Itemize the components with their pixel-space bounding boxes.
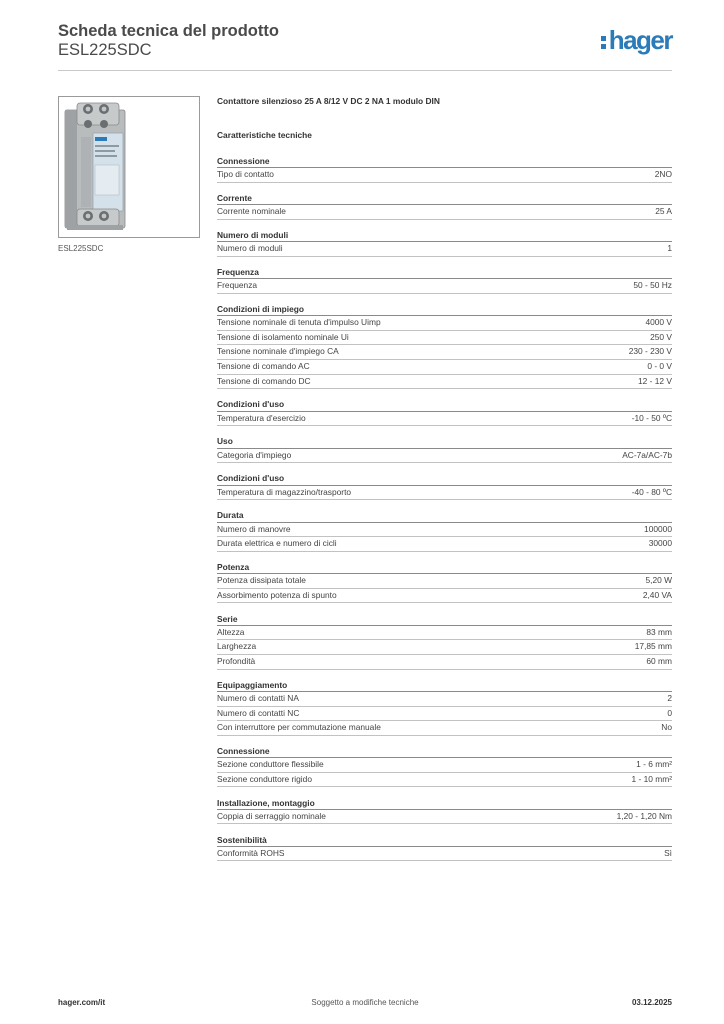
image-caption: ESL225SDC	[58, 244, 104, 253]
spec-label: Categoria d'impiego	[217, 449, 292, 460]
spec-value: 2NO	[654, 169, 672, 180]
footer-date: 03.12.2025	[631, 998, 672, 1007]
contactor-device-icon	[59, 97, 199, 237]
spec-value: -10 - 50 ºC	[631, 412, 672, 423]
spec-row	[217, 574, 672, 589]
spec-label: Numero di contatti NA	[217, 693, 299, 703]
spec-label: Numero di manovre	[217, 523, 291, 534]
spec-row	[217, 692, 672, 707]
spec-label: Tipo di contatto	[217, 169, 274, 180]
group-title: Condizioni di impiego	[217, 304, 304, 314]
spec-row	[217, 758, 672, 773]
page-title: Scheda tecnica del prodotto	[58, 22, 279, 40]
footer-website[interactable]: hager.com/it	[58, 998, 106, 1007]
spec-label: Coppia di serraggio nominale	[217, 810, 326, 821]
spec-label: Tensione di comando DC	[217, 375, 311, 386]
spec-label: Tensione di comando AC	[217, 361, 310, 371]
spec-row	[217, 168, 672, 183]
logo-dots-icon	[601, 30, 608, 50]
spec-label: Conformità ROHS	[217, 847, 285, 858]
page-header	[58, 22, 672, 71]
spec-label: Temperatura di magazzino/trasporto	[217, 486, 352, 497]
spec-value: 0 - 0 V	[647, 361, 672, 371]
group-title: Corrente	[217, 193, 252, 203]
spec-label: Tensione di isolamento nominale Ui	[217, 331, 349, 342]
logo-text: hager	[608, 25, 672, 55]
spec-value: 5,20 W	[645, 575, 672, 586]
spec-label: Potenza dissipata totale	[217, 575, 306, 586]
group-title: Condizioni d'uso	[217, 473, 285, 484]
spec-row	[217, 360, 672, 375]
spec-value: 30000	[648, 538, 672, 549]
group-title: Serie	[217, 613, 238, 624]
spec-label: Profondità	[217, 656, 256, 666]
group-title: Connessione	[217, 156, 270, 166]
spec-label: Con interruttore per commutazione manuale	[217, 722, 381, 733]
spec-label: Assorbimento potenza di spunto	[217, 589, 337, 600]
spec-row	[217, 655, 672, 670]
spec-row	[217, 707, 672, 722]
spec-row	[217, 412, 672, 427]
spec-row	[217, 375, 672, 390]
spec-value: AC-7a/AC-7b	[622, 449, 672, 460]
spec-row	[217, 640, 672, 655]
spec-label: Corrente nominale	[217, 206, 286, 217]
spec-value: 2,40 VA	[642, 589, 672, 600]
spec-label: Larghezza	[217, 641, 257, 652]
spec-value: 83 mm	[646, 626, 672, 637]
group-title: Frequenza	[217, 267, 259, 277]
spec-value: 100000	[644, 523, 672, 534]
spec-row	[217, 345, 672, 360]
spec-label: Durata elettrica e numero di cicli	[217, 538, 337, 549]
group-title: Potenza	[217, 562, 250, 572]
spec-value: 2	[667, 693, 672, 703]
spec-label: Tensione nominale d'impiego CA	[217, 346, 339, 357]
spec-row	[217, 537, 672, 552]
spec-value: 0	[667, 707, 672, 718]
spec-row	[217, 279, 672, 294]
spec-value: 250 V	[650, 331, 672, 342]
spec-value: 1 - 6 mm²	[636, 759, 672, 770]
spec-row	[217, 449, 672, 464]
group-title: Durata	[217, 510, 244, 521]
spec-value: 1	[667, 243, 672, 254]
group-title: Installazione, montaggio	[217, 797, 315, 808]
spec-label: Temperatura d'esercizio	[217, 412, 306, 423]
spec-value: 230 - 230 V	[628, 346, 672, 357]
spec-value: 25 A	[655, 206, 672, 217]
spec-value: 4000 V	[645, 317, 672, 328]
spec-label: Tensione nominale di tenuta d'impulso Uimp	[217, 317, 381, 328]
group-title: Sostenibilità	[217, 834, 267, 845]
spec-value: 17,85 mm	[634, 641, 672, 652]
spec-row	[217, 242, 672, 257]
page-footer	[58, 998, 672, 1010]
spec-value: 60 mm	[646, 656, 672, 666]
spec-label: Numero di moduli	[217, 243, 283, 254]
spec-label: Sezione conduttore rigido	[217, 773, 312, 784]
spec-row	[217, 331, 672, 346]
spec-value: 50 - 50 Hz	[633, 280, 672, 291]
spec-value: Sì	[664, 847, 672, 858]
hager-logo	[601, 24, 672, 56]
spec-row	[217, 810, 672, 825]
spec-row	[217, 847, 672, 862]
group-title: Connessione	[217, 746, 270, 756]
spec-row	[217, 773, 672, 788]
spec-value: 1 - 10 mm²	[631, 773, 672, 784]
product-code: ESL225SDC	[58, 41, 152, 59]
spec-value: -40 - 80 ºC	[631, 486, 672, 497]
product-description: Contattore silenzioso 25 A 8/12 V DC 2 NA 1 modulo DIN	[217, 96, 440, 106]
group-title: Numero di moduli	[217, 230, 289, 240]
spec-row	[217, 205, 672, 220]
footer-note: Soggetto a modifiche tecniche	[311, 998, 419, 1007]
group-title: Uso	[217, 436, 233, 447]
spec-row	[217, 523, 672, 538]
group-title: Condizioni d'uso	[217, 399, 285, 410]
section-heading: Caratteristiche tecniche	[217, 130, 312, 140]
product-image	[58, 96, 200, 238]
spec-row	[217, 626, 672, 641]
spec-label: Altezza	[217, 626, 245, 637]
spec-value: 1,20 - 1,20 Nm	[616, 810, 672, 821]
spec-value: 12 - 12 V	[638, 375, 672, 386]
spec-value: No	[661, 722, 672, 733]
spec-label: Frequenza	[217, 280, 258, 291]
spec-label: Sezione conduttore flessibile	[217, 759, 324, 770]
spec-row	[217, 589, 672, 604]
spec-row	[217, 316, 672, 331]
spec-label: Numero di contatti NC	[217, 707, 300, 718]
spec-row	[217, 721, 672, 736]
group-title: Equipaggiamento	[217, 679, 288, 690]
spec-row	[217, 486, 672, 501]
